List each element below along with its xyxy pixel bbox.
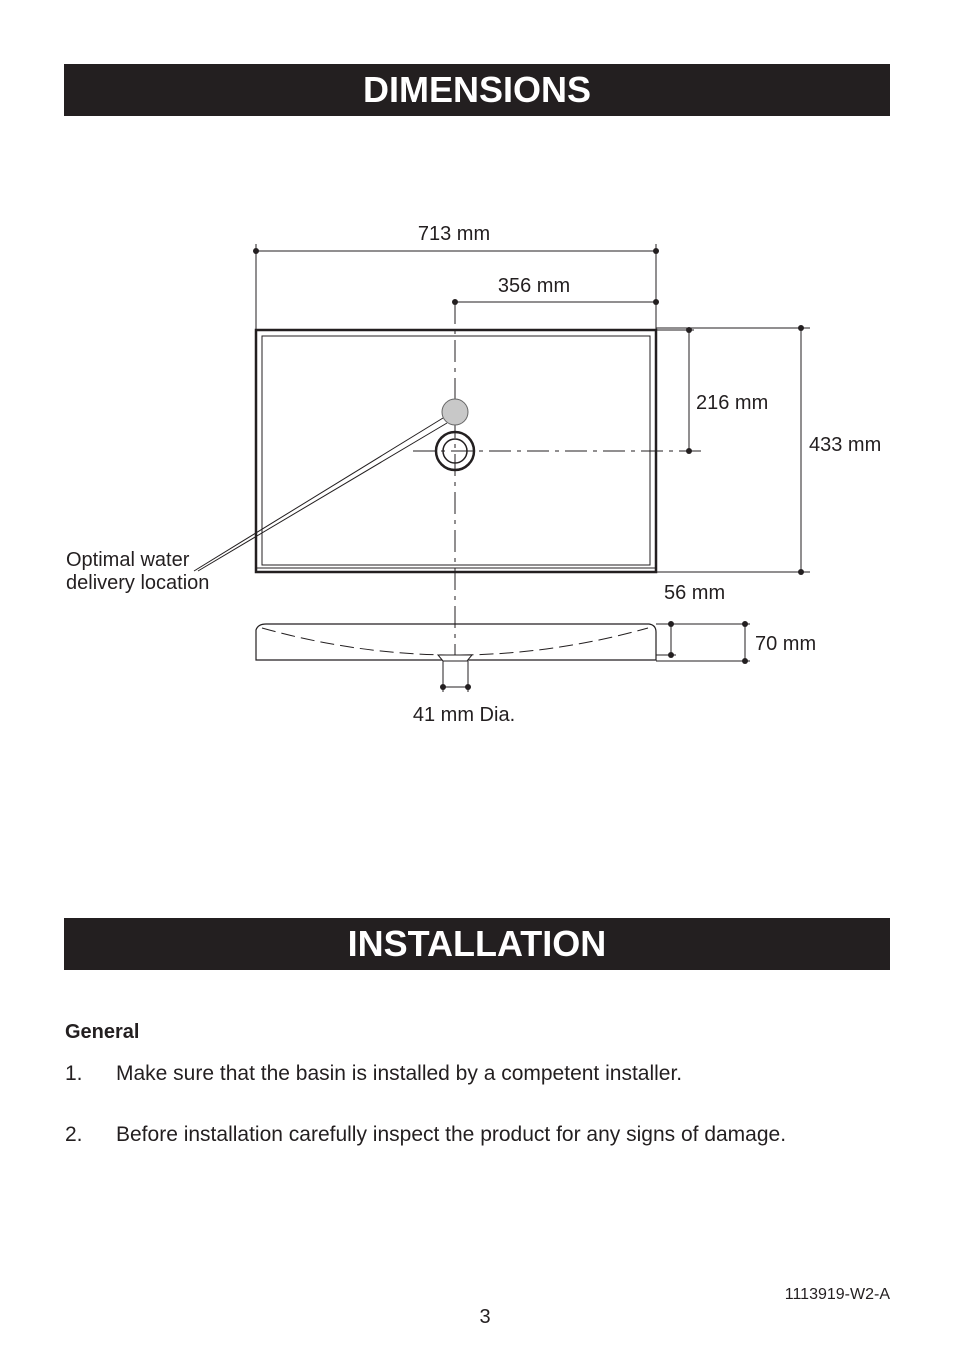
waste-dia-label: 41 mm Dia. [412,704,516,726]
width-label: 713 mm [417,223,491,245]
depth-label: 433 mm [809,434,882,456]
leader-line-upper [194,418,443,571]
leader-line-lower [198,423,447,571]
half-width-label: 356 mm [497,275,571,297]
inner-height-label: 56 mm [664,582,726,604]
waste-outlet-side [438,655,472,661]
list-item-number: 1. [65,1062,83,1085]
general-heading: General [65,1021,140,1043]
list-item-text: Before installation carefully inspect the product for any signs of damage. [116,1123,787,1146]
page-number: 3 [479,1306,491,1328]
list-item-text: Make sure that the basin is installed by a competent installer. [116,1062,683,1085]
half-depth-label: 216 mm [696,392,769,414]
water-location-marker [442,399,468,425]
optimal-label-line1: Optimal water [66,549,190,571]
dimensions-banner: DIMENSIONS [64,64,890,116]
optimal-label-line2: delivery location [66,572,210,594]
document-number: 1113919-W2-A [784,1286,890,1303]
list-item-number: 2. [65,1123,83,1146]
height-label: 70 mm [755,633,817,655]
installation-banner: INSTALLATION [64,918,890,970]
